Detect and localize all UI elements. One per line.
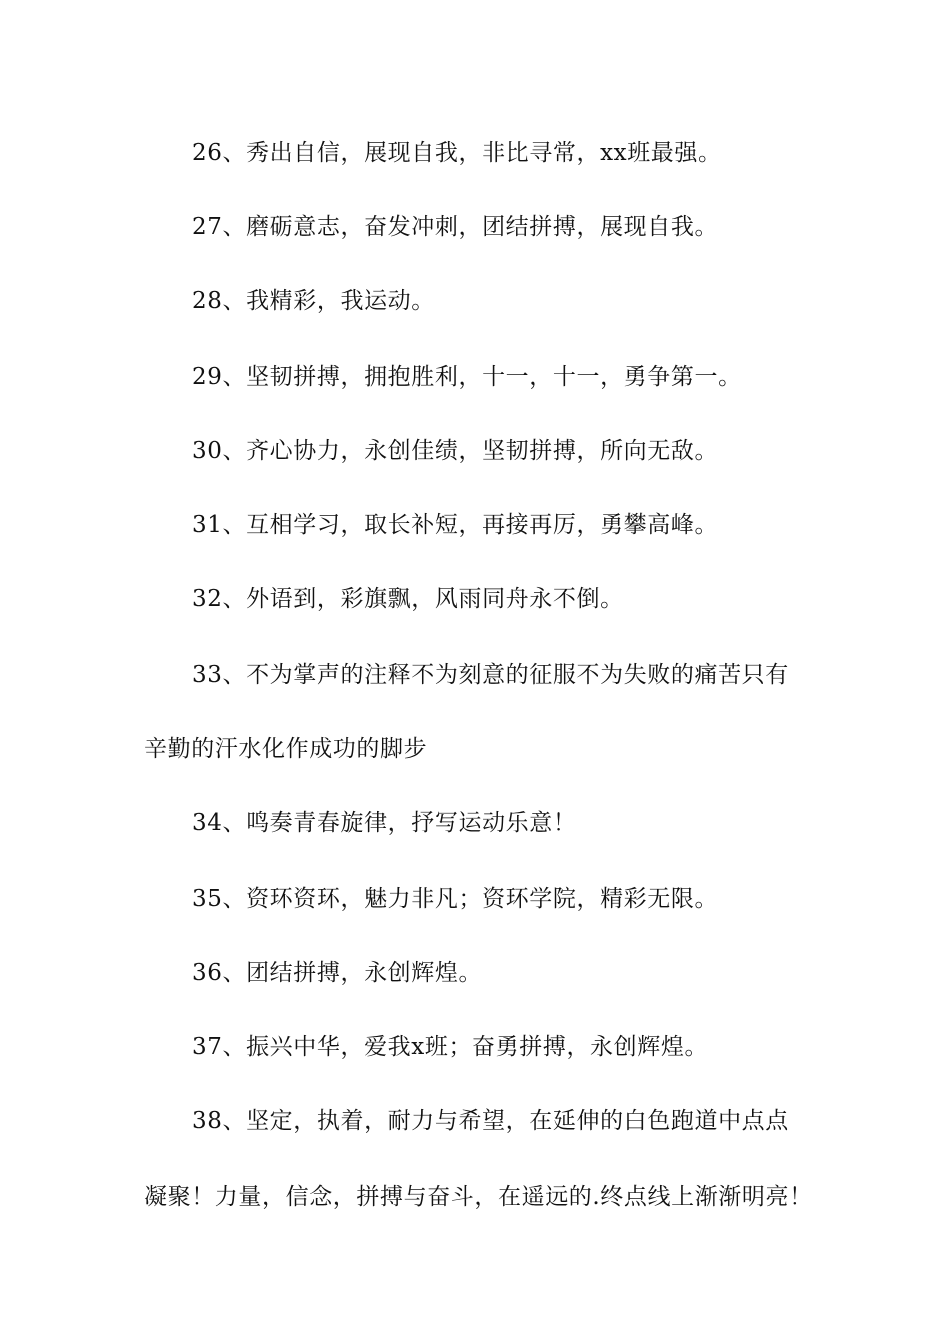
slogan-31: 31、互相学习，取长补短，再接再厉，勇攀高峰。 (192, 512, 719, 538)
slogan-34: 34、鸣奏青春旋律，抒写运动乐意！ (192, 810, 577, 836)
slogan-33-line-2: 辛勤的汗水化作成功的脚步 (144, 736, 428, 762)
slogan-37: 37、振兴中华，爱我x班；奋勇拼搏，永创辉煌。 (192, 1034, 709, 1060)
slogan-26: 26、秀出自信，展现自我，非比寻常，xx班最强。 (192, 140, 722, 166)
slogan-29: 29、坚韧拼搏，拥抱胜利，十一，十一，勇争第一。 (192, 364, 742, 390)
slogan-33-line-1: 33、不为掌声的注释不为刻意的征服不为失败的痛苦只有 (192, 662, 789, 688)
slogan-32: 32、外语到，彩旗飘，风雨同舟永不倒。 (192, 586, 624, 612)
slogan-38-line-1: 38、坚定，执着，耐力与希望，在延伸的白色跑道中点点 (192, 1108, 789, 1134)
slogan-38-line-2: 凝聚！力量，信念，拼搏与奋斗，在遥远的.终点线上渐渐明亮！ (144, 1184, 813, 1210)
slogan-35: 35、资环资环，魅力非凡；资环学院，精彩无限。 (192, 886, 719, 912)
slogan-27: 27、磨砺意志，奋发冲刺，团结拼搏，展现自我。 (192, 214, 719, 240)
slogan-30: 30、齐心协力，永创佳绩，坚韧拼搏，所向无敌。 (192, 438, 719, 464)
slogan-36: 36、团结拼搏，永创辉煌。 (192, 960, 483, 986)
slogan-28: 28、我精彩，我运动。 (192, 288, 435, 314)
